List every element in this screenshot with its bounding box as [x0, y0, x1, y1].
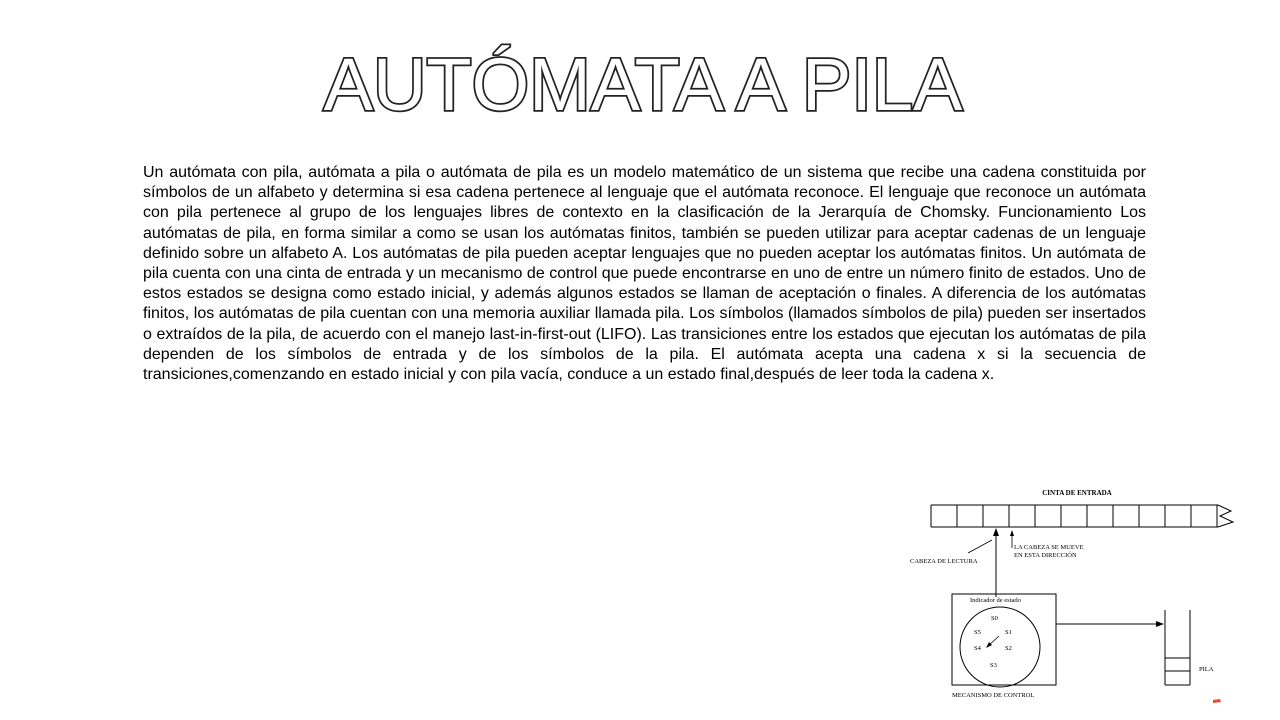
pushdown-automaton-diagram [900, 480, 1240, 720]
accent-mark [1213, 699, 1221, 703]
state-circle [960, 607, 1040, 687]
state-s5: S5 [974, 629, 981, 636]
tape-break-mark [1218, 505, 1233, 527]
reading-head-arrow [993, 528, 999, 597]
state-s3: S3 [990, 662, 997, 669]
stack [1165, 610, 1190, 685]
state-s1: S1 [1005, 629, 1012, 636]
input-tape [931, 505, 1233, 527]
head-label-pointer [968, 540, 992, 553]
slide-title [0, 40, 1280, 130]
body-paragraph: Un autómata con pila, autómata a pila o autómata de pila es un modelo matemático de un sistema que recibe una cadena constituida por símbolos de un alfabeto y determina si esa cadena pertenece al lenguaje que el autómata reconoce. El lenguaje que reconoce un autómata con pila pertenece al grupo de los lenguajes libres de contexto en la clasificación de la Jerarquía de Chomsky. Funcionamiento Los autómatas de pila, en forma similar a como se usan los autómatas finitos, también se pueden utilizar para aceptar cadenas de un lenguaje definido sobre un alfabeto A. Los autómatas de pila pueden aceptar lenguajes que no pueden aceptar los autómatas finitos. Un autómata de pila cuenta con una cinta de entrada y un mecanismo de control que puede encontrarse en uno de entre un número finito de estados. Uno de estos estados se designa como estado inicial, y además algunos estados se llaman de aceptación o finales. A diferencia de los autómatas finitos, los autómatas de pila cuentan con una memoria auxiliar llamada pila. Los símbolos (llamados símbolos de pila) pueden ser insertados o extraídos de la pila, de acuerdo con el manejo last-in-first-out (LIFO). Las transiciones entre los estados que ejecutan los autómatas de pila dependen de los símbolos de entrada y de los símbolos de la pila. El autómata acepta una cadena x si la secuencia de transiciones,comenzando en estado inicial y con pila vacía, conduce a un estado final,después de leer toda la cadena x. [143, 164, 1146, 384]
state-indicator-label: Indicador de estado [970, 597, 1021, 604]
pda-diagram-svg [900, 480, 1240, 720]
head-label: CABEZA DE LECTURA [910, 558, 978, 565]
tape-label: CINTA DE ENTRADA [1042, 489, 1112, 497]
state-s0: S0 [991, 615, 998, 622]
stack-label: PILA [1199, 666, 1214, 673]
state-pointer-arrow [986, 636, 999, 648]
slide-title-svg [0, 40, 1280, 130]
control-to-stack-arrow [1056, 621, 1164, 627]
direction-label-line2: EN ESTA DIRECCIÓN [1014, 552, 1077, 559]
state-s2: S2 [1005, 645, 1012, 652]
direction-label-line1: LA CABEZA SE MUEVE [1014, 544, 1084, 551]
slide-title-text: AUTÓMATA A PILA [323, 43, 963, 126]
control-label: MECANISMO DE CONTROL [952, 692, 1035, 699]
state-s4: S4 [974, 645, 981, 652]
